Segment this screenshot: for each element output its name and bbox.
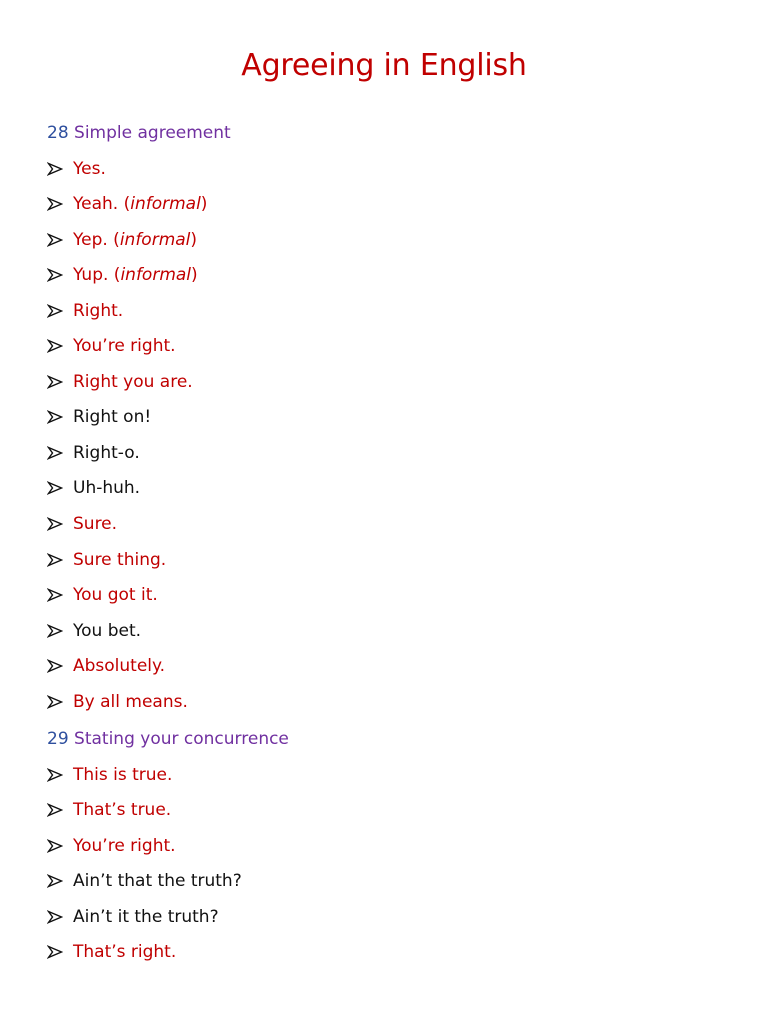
usage-note: informal xyxy=(130,194,201,214)
list-item xyxy=(47,299,123,323)
list-item-text: Ain’t it the truth? xyxy=(73,907,219,927)
arrowhead-bullet-icon xyxy=(47,375,63,389)
list-item xyxy=(47,690,188,714)
arrowhead-bullet-icon xyxy=(47,197,63,211)
list-item-text: By all means. xyxy=(73,692,188,712)
list-item-text: That’s true. xyxy=(73,800,172,820)
section-number: 29 xyxy=(47,729,69,749)
arrowhead-bullet-icon xyxy=(47,588,63,602)
list-item-text: Right on! xyxy=(73,407,152,427)
list-item xyxy=(47,157,106,181)
list-item xyxy=(47,834,176,858)
arrowhead-bullet-icon xyxy=(47,233,63,247)
list-item-text: Yup. (informal) xyxy=(73,265,198,285)
usage-note: informal xyxy=(119,230,191,250)
list-item-text: Yes. xyxy=(73,159,106,179)
arrowhead-bullet-icon xyxy=(47,304,63,318)
list-item xyxy=(47,869,242,893)
arrowhead-bullet-icon xyxy=(47,910,63,924)
arrowhead-bullet-icon xyxy=(47,803,63,817)
list-item xyxy=(47,548,166,572)
list-item xyxy=(47,583,158,607)
list-item xyxy=(47,619,141,643)
arrowhead-bullet-icon xyxy=(47,945,63,959)
list-item-text: You’re right. xyxy=(73,836,176,856)
arrowhead-bullet-icon xyxy=(47,839,63,853)
list-item xyxy=(47,763,172,787)
arrowhead-bullet-icon xyxy=(47,517,63,531)
page-title: Agreeing in English xyxy=(241,48,527,83)
list-item xyxy=(47,905,219,929)
arrowhead-bullet-icon xyxy=(47,268,63,282)
list-item-text: You’re right. xyxy=(73,336,176,356)
list-item-text: This is true. xyxy=(73,765,173,785)
list-item-text: You got it. xyxy=(73,585,158,605)
list-item xyxy=(47,654,165,678)
section-heading-text: Simple agreement xyxy=(74,123,231,143)
list-item-text: You bet. xyxy=(73,621,142,641)
list-item-text: Right you are. xyxy=(73,372,193,392)
list-item-text: Uh-huh. xyxy=(73,478,141,498)
section-heading xyxy=(47,121,231,145)
list-item-text: Right. xyxy=(73,301,124,321)
list-item-text: That’s right. xyxy=(73,942,177,962)
arrowhead-bullet-icon xyxy=(47,446,63,460)
arrowhead-bullet-icon xyxy=(47,481,63,495)
list-item xyxy=(47,405,151,429)
usage-note: informal xyxy=(120,265,192,285)
arrowhead-bullet-icon xyxy=(47,553,63,567)
arrowhead-bullet-icon xyxy=(47,874,63,888)
arrowhead-bullet-icon xyxy=(47,410,63,424)
section-heading-text: Stating your concurrence xyxy=(74,729,289,749)
arrowhead-bullet-icon xyxy=(47,162,63,176)
arrowhead-bullet-icon xyxy=(47,339,63,353)
list-item-text: Yeah. (informal) xyxy=(73,194,208,214)
list-item-text: Ain’t that the truth? xyxy=(73,871,242,891)
arrowhead-bullet-icon xyxy=(47,659,63,673)
list-item xyxy=(47,228,197,252)
list-item-text: Absolutely. xyxy=(73,656,166,676)
list-item-text: Sure thing. xyxy=(73,550,167,570)
list-item xyxy=(47,334,176,358)
section-heading xyxy=(47,727,289,751)
list-item-text: Yep. (informal) xyxy=(73,230,198,250)
list-item xyxy=(47,370,193,394)
list-item-text: Sure. xyxy=(73,514,118,534)
list-item xyxy=(47,441,140,465)
list-item-text: Right-o. xyxy=(73,443,140,463)
list-item xyxy=(47,476,140,500)
list-item xyxy=(47,940,176,964)
list-item xyxy=(47,192,207,216)
list-item xyxy=(47,263,198,287)
list-item xyxy=(47,798,171,822)
section-number: 28 xyxy=(47,123,69,143)
list-item xyxy=(47,512,117,536)
arrowhead-bullet-icon xyxy=(47,695,63,709)
arrowhead-bullet-icon xyxy=(47,624,63,638)
arrowhead-bullet-icon xyxy=(47,768,63,782)
